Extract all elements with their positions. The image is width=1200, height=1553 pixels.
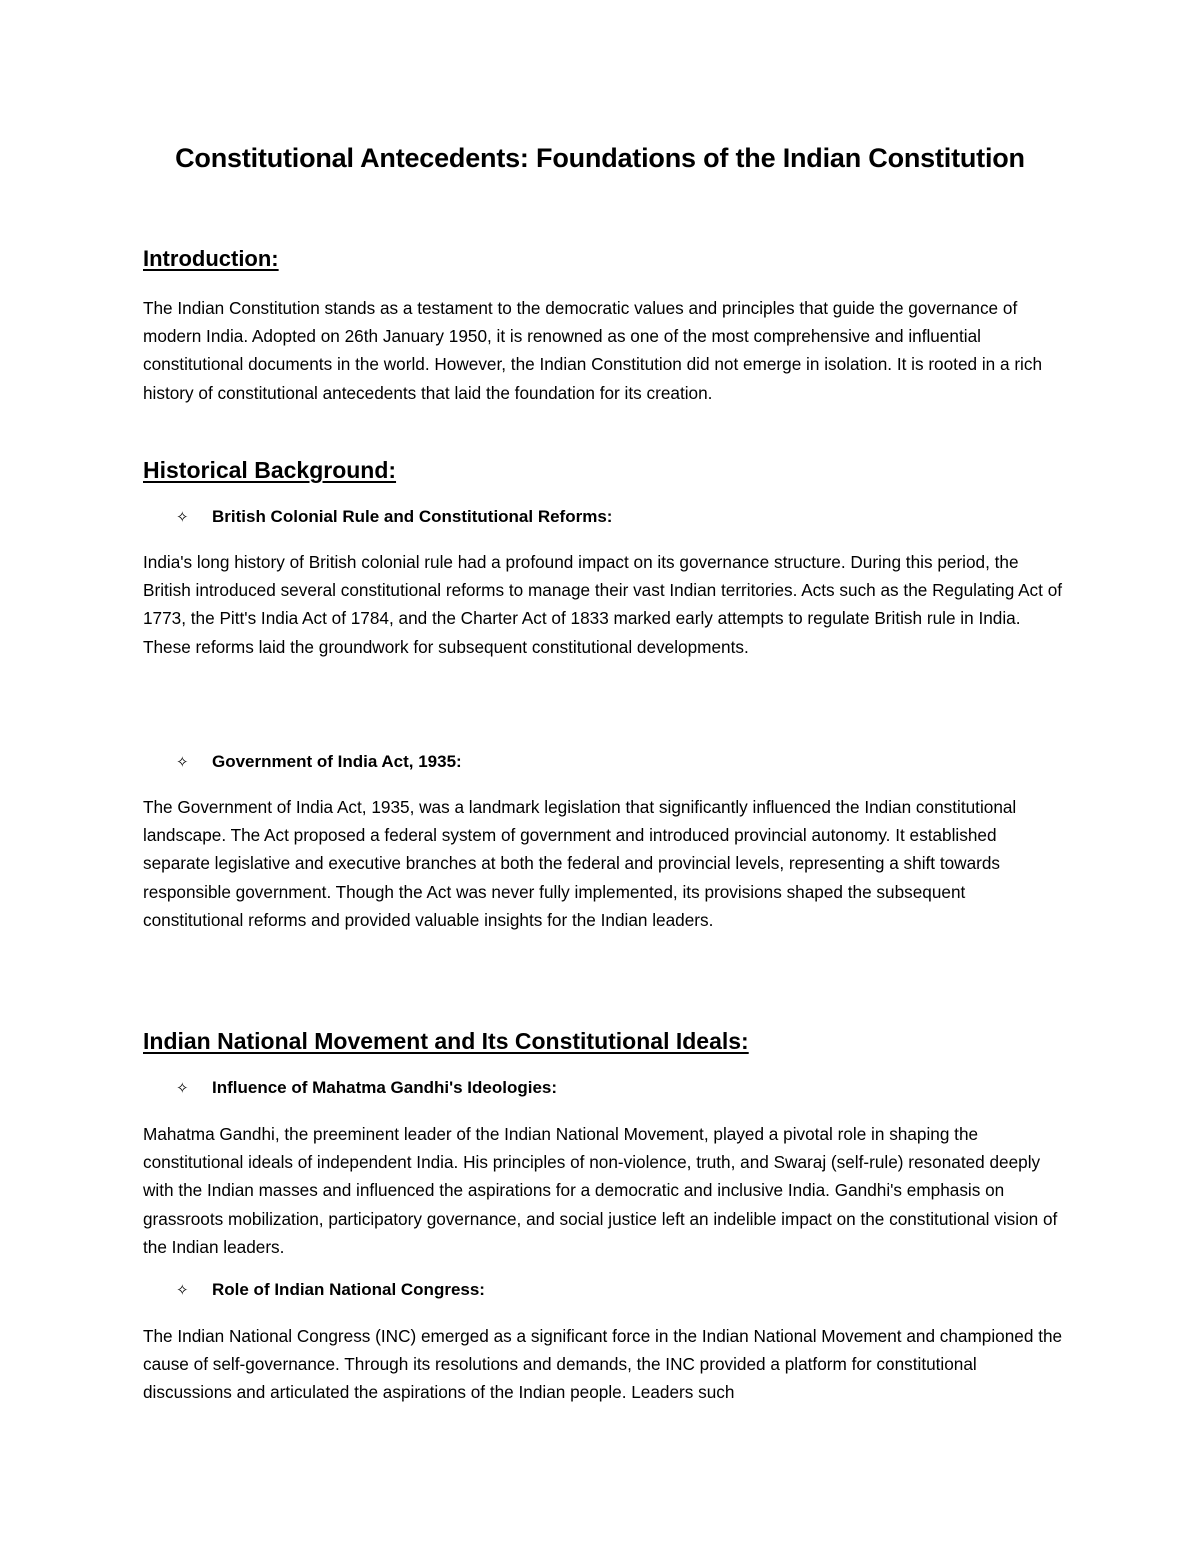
paragraph-indian-national-congress: The Indian National Congress (INC) emerged as a significant force in the Indian National Movement and championed the cause of self-governance. Through its resolutions and demands, the INC provided a platform for constitutional discussions and articulated the aspirations of the Indian people. Leaders such	[143, 1326, 1063, 1403]
bullet-british-colonial-rule	[176, 507, 612, 527]
paragraph-mahatma-gandhi: Mahatma Gandhi, the preeminent leader of the Indian National Movement, played a pivotal role in shaping the constitutional ideals of independent India. His principles of non-violence, truth, and Swaraj (self-rule) resonated deeply with the Indian masses and influenced the aspirations for a democratic and inclusive India. Gandhi's emphasis on grassroots mobilization, participatory governance, and social justice left an indelible impact on the constitutional vision of the Indian leaders.	[143, 1124, 1058, 1257]
subheading-indian-national-congress: Role of Indian National Congress:	[212, 1280, 485, 1299]
introduction-heading: Introduction:	[143, 246, 279, 271]
introduction-paragraph: The Indian Constitution stands as a testament to the democratic values and principles that guide the governance of modern India. Adopted on 26th January 1950, it is renowned as one of the most comprehensive and influential constitutional documents in the world. However, the Indian Constitution did not emerge in isolation. It is rooted in a rich history of constitutional antecedents that laid the foundation for its creation.	[143, 298, 1043, 403]
bullet-mahatma-gandhi	[176, 1078, 557, 1098]
paragraph-government-of-india-act: The Government of India Act, 1935, was a landmark legislation that significantly influenced the Indian constitutional landscape. The Act proposed a federal system of government and introduced provincial autonomy. It established separate legislative and executive branches at both the federal and provincial levels, representing a shift towards responsible government. Though the Act was never fully implemented, its provisions shaped the subsequent constitutional reforms and provided valuable insights for the Indian leaders.	[143, 797, 1017, 930]
national-movement-heading: Indian National Movement and Its Constitutional Ideals:	[143, 1028, 749, 1054]
four-pointed-star-icon: ✧	[176, 508, 189, 526]
bullet-government-of-india-act	[176, 752, 462, 772]
paragraph-british-colonial-rule: India's long history of British colonial rule had a profound impact on its governance structure. During this period, the British introduced several constitutional reforms to manage their vast Indian territories. Acts such as the Regulating Act of 1773, the Pitt's India Act of 1784, and the Charter Act of 1833 marked early attempts to regulate British rule in India. These reforms laid the groundwork for subsequent constitutional developments.	[143, 552, 1063, 657]
subheading-mahatma-gandhi: Influence of Mahatma Gandhi's Ideologies:	[212, 1078, 558, 1097]
subheading-government-of-india-act: Government of India Act, 1935:	[212, 752, 462, 771]
bullet-indian-national-congress	[176, 1280, 485, 1300]
four-pointed-star-icon: ✧	[176, 753, 189, 771]
document-title: Constitutional Antecedents: Foundations of the Indian Constitution	[175, 143, 1025, 173]
historical-background-heading: Historical Background:	[143, 457, 397, 483]
four-pointed-star-icon: ✧	[176, 1079, 189, 1097]
four-pointed-star-icon: ✧	[176, 1281, 189, 1299]
subheading-british-colonial-rule: British Colonial Rule and Constitutional Reforms:	[212, 507, 613, 526]
